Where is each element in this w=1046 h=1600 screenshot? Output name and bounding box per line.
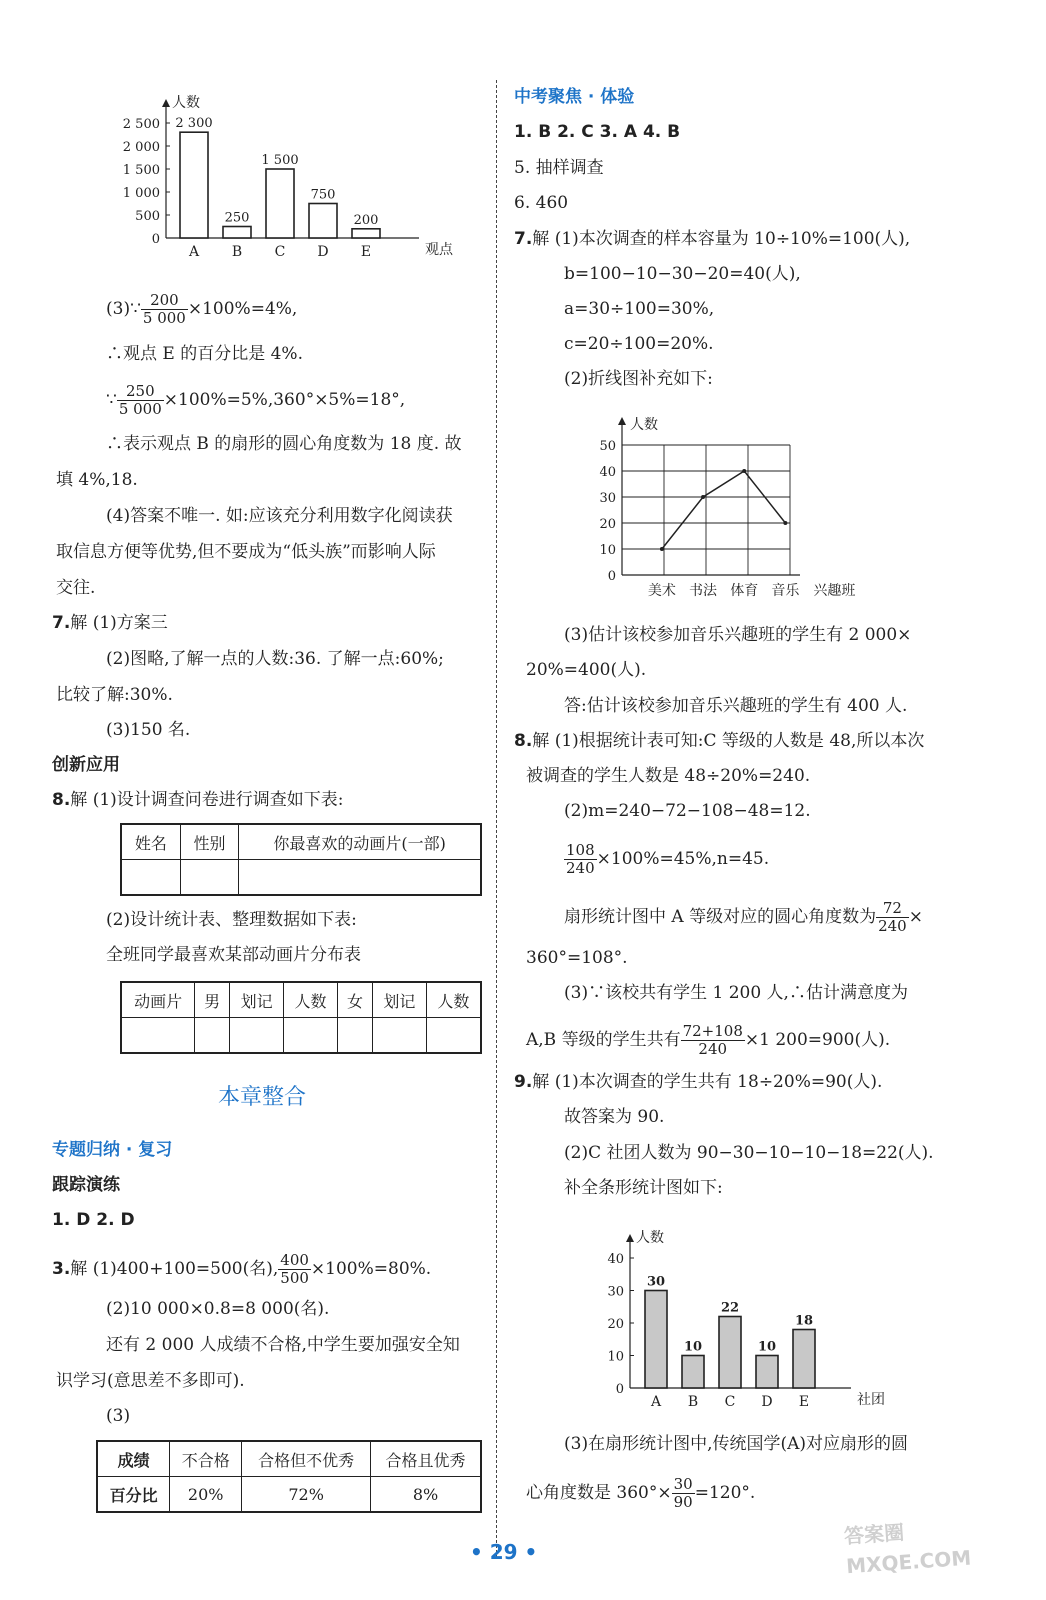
y-tick-label: 10 — [607, 1349, 624, 1365]
text-line: 识学习(意思差不多即可). — [56, 1371, 245, 1391]
bar-value-label: 10 — [683, 1339, 703, 1355]
section-title: 本章整合 — [218, 1085, 307, 1110]
y-tick-label: 0 — [151, 232, 160, 247]
answer-8: 8.解 (1)设计调查问卷进行调查如下表: — [52, 790, 344, 810]
text-line: (3) — [106, 1406, 131, 1426]
page-number: • 29 • — [470, 1540, 538, 1564]
answer-7: 7.解 (1)方案三 — [52, 613, 168, 633]
x-tick-label: C — [724, 1394, 736, 1410]
answer-8: 8.解 (1)根据统计表可知:C 等级的人数是 48,所以本次 — [514, 731, 925, 751]
y-tick-label: 10 — [599, 543, 616, 558]
x-tick-label: B — [231, 244, 243, 260]
text-line: 被调查的学生人数是 48÷20%=240. — [526, 766, 811, 786]
bar-value-label: 1 500 — [261, 153, 299, 168]
text-line: 20%=400(人). — [526, 660, 647, 680]
text-line: (2)折线图补充如下: — [564, 369, 713, 389]
answers-1-4: 1. B 2. C 3. A 4. B — [514, 122, 681, 142]
table-header: 男 — [195, 982, 230, 1018]
text-line: (2)10 000×0.8=8 000(名). — [106, 1299, 330, 1319]
text-line: (3)∵该校共有学生 1 200 人,∴估计满意度为 — [564, 983, 908, 1003]
text-line: 答:估计该校参加音乐兴趣班的学生有 400 人. — [564, 696, 908, 716]
series-line — [662, 471, 785, 549]
text-line: 比较了解:30%. — [56, 685, 173, 705]
eq-angle-club-a: 心角度数是 360°× $\frac{30}{90}$ =120°. — [526, 1475, 756, 1511]
y-tick-label: 50 — [599, 439, 616, 454]
y-tick-label: 2 500 — [122, 117, 160, 132]
y-axis-label: 人数 — [172, 95, 200, 111]
y-tick-label: 30 — [599, 491, 616, 506]
data-point — [783, 521, 787, 525]
table-header: 动画片 — [121, 982, 195, 1018]
y-tick-label: 40 — [607, 1252, 624, 1267]
y-tick-label: 1 000 — [122, 186, 160, 201]
answer-5: 5. 抽样调查 — [514, 158, 604, 178]
table-row — [121, 860, 481, 896]
text-line: ∴观点 E 的百分比是 4%. — [106, 344, 303, 364]
bar-value-label: 250 — [224, 210, 250, 226]
bar — [266, 169, 294, 238]
bar-value-label: 10 — [757, 1339, 777, 1355]
y-tick-label: 20 — [607, 1317, 624, 1332]
heading-practice: 跟踪演练 — [52, 1175, 120, 1195]
eq-angle-a: 扇形统计图中 A 等级对应的圆心角度数为 $\frac{72}{240}$ × — [564, 899, 923, 935]
y-tick-label: 30 — [607, 1284, 624, 1300]
text-line: 交往. — [56, 578, 96, 598]
y-axis-arrow — [618, 417, 626, 425]
x-axis-label: 观点 — [425, 242, 453, 258]
subsection-exam: 中考聚焦 · 体验 — [514, 87, 635, 107]
x-tick-label: D — [761, 1394, 773, 1410]
x-axis-label: 兴趣班 — [813, 583, 856, 599]
table-header: 划记 — [230, 982, 284, 1018]
table-header: 合格但不优秀 — [242, 1441, 371, 1477]
y-tick-label: 1 500 — [122, 163, 160, 178]
table-header: 女 — [338, 982, 373, 1018]
table-row — [97, 1441, 481, 1477]
bar-value-label: 30 — [646, 1274, 666, 1290]
eq-percent-b: $\frac{108}{240}$ ×100%=45%,n=45. — [566, 841, 770, 877]
watermark-logo: 答案圈 MXQE.COM — [843, 1520, 972, 1579]
y-tick-label: 40 — [599, 465, 616, 480]
table-row — [121, 982, 481, 1018]
x-tick-label: 音乐 — [771, 583, 800, 599]
bar — [352, 229, 380, 238]
y-axis-label: 人数 — [630, 417, 658, 433]
text-line: b=100−10−30−20=40(人), — [564, 264, 801, 284]
table-header: 划记 — [372, 982, 426, 1018]
data-point — [742, 469, 746, 473]
y-tick-label: 20 — [599, 517, 616, 532]
heading-innovation: 创新应用 — [52, 755, 120, 775]
data-point — [701, 495, 705, 499]
y-axis-arrow — [162, 99, 170, 107]
x-axis-label: 社团 — [857, 1392, 885, 1408]
table-header: 性别 — [180, 824, 239, 860]
table-header: 人数 — [426, 982, 481, 1018]
table-row — [121, 1018, 481, 1054]
text-line: 填 4%,18. — [56, 470, 138, 490]
table-header: 合格且优秀 — [371, 1441, 481, 1477]
text-line: 还有 2 000 人成绩不合格,中学生要加强安全知 — [106, 1335, 460, 1355]
bar-value-label: 2 300 — [175, 116, 213, 132]
y-tick-label: 0 — [615, 1382, 624, 1397]
text-line: (2)C 社团人数为 90−30−10−10−18=22(人). — [564, 1143, 934, 1163]
bar — [645, 1291, 667, 1389]
chart-club-bars — [590, 1218, 930, 1418]
text-line: a=30÷100=30%, — [564, 299, 715, 319]
text-line: (3)估计该校参加音乐兴趣班的学生有 2 000× — [564, 625, 912, 645]
chart-viewpoint-bars — [116, 88, 496, 268]
y-tick-label: 500 — [135, 209, 160, 224]
table-cell: 20% — [170, 1477, 242, 1513]
eq-angle-b: ∵ $\frac{250}{5 000}$ ×100%=5%,360°×5%=18°, — [106, 382, 406, 418]
y-axis-arrow — [626, 1234, 634, 1242]
x-tick-label: 体育 — [730, 583, 759, 599]
bar — [793, 1330, 815, 1389]
y-tick-label: 2 000 — [122, 140, 160, 155]
x-tick-label: E — [798, 1394, 810, 1410]
table-row — [97, 1477, 481, 1513]
x-tick-label: B — [687, 1394, 699, 1410]
bar-value-label: 200 — [353, 212, 379, 228]
bar — [180, 132, 208, 238]
x-tick-label: A — [188, 244, 200, 260]
answer-9: 9.解 (1)本次调查的学生共有 18÷20%=90(人). — [514, 1072, 883, 1092]
bar — [756, 1356, 778, 1389]
eq-satisfaction: A,B 等级的学生共有 $\frac{72+108}{240}$ ×1 200=900(人). — [526, 1022, 891, 1058]
bar-value-label: 750 — [310, 187, 336, 203]
answer-7: 7.解 (1)本次调查的样本容量为 10÷10%=100(人), — [514, 229, 911, 249]
text-line: (2)图略,了解一点的人数:36. 了解一点:60%; — [106, 649, 444, 669]
table-cell: 72% — [242, 1477, 371, 1513]
text-line: (3)在扇形统计图中,传统国学(A)对应扇形的圆 — [564, 1434, 909, 1454]
x-tick-label: A — [650, 1394, 662, 1410]
table-header: 成绩 — [97, 1441, 170, 1477]
table-cell: 8% — [371, 1477, 481, 1513]
column-divider — [496, 80, 497, 1558]
bar — [223, 227, 251, 239]
subsection-review: 专题归纳 · 复习 — [52, 1140, 173, 1160]
chart-interest-line — [590, 405, 950, 605]
bar — [719, 1317, 741, 1389]
bar — [682, 1356, 704, 1389]
text-line: 补全条形统计图如下: — [564, 1178, 723, 1198]
answer-6: 6. 460 — [514, 193, 569, 213]
y-axis-label: 人数 — [636, 1230, 664, 1246]
questionnaire-table — [120, 823, 482, 896]
x-tick-label: 书法 — [689, 583, 718, 599]
text-line: (2)m=240−72−108−48=12. — [564, 801, 811, 821]
bar-value-label: 18 — [794, 1313, 814, 1329]
table-header: 你最喜欢的动画片(一部) — [239, 824, 481, 860]
text-line: (3)150 名. — [106, 720, 191, 740]
text-line: 取信息方便等优势,但不要成为“低头族”而影响人际 — [56, 542, 436, 562]
table-header: 姓名 — [121, 824, 180, 860]
table-caption: 全班同学最喜欢某部动画片分布表 — [106, 945, 361, 965]
x-tick-label: C — [274, 244, 286, 260]
table-header: 人数 — [284, 982, 338, 1018]
x-tick-label: E — [360, 244, 372, 260]
text-line: c=20÷100=20%. — [564, 334, 714, 354]
eq-percent-e: (3)∵ $\frac{200}{5 000}$ ×100%=4%, — [106, 291, 298, 327]
x-tick-label: 美术 — [647, 583, 676, 599]
y-tick-label: 0 — [607, 569, 616, 584]
text-line: 360°=108°. — [526, 948, 628, 968]
score-percent-table — [96, 1440, 482, 1513]
answer-3: 3.解 (1)400+100=500(名), $\frac{400}{500}$ ×100%=80%. — [52, 1251, 432, 1287]
table-cell: 百分比 — [97, 1477, 170, 1513]
x-tick-label: D — [317, 244, 329, 260]
text-line: (4)答案不唯一. 如:应该充分利用数字化阅读获 — [106, 506, 453, 526]
table-row — [121, 824, 481, 860]
answers-1-2: 1. D 2. D — [52, 1210, 135, 1230]
text-line: (2)设计统计表、整理数据如下表: — [106, 910, 357, 930]
data-point — [660, 547, 664, 551]
text-line: 故答案为 90. — [564, 1107, 665, 1127]
table-header: 不合格 — [170, 1441, 242, 1477]
bar — [309, 204, 337, 239]
bar-value-label: 22 — [720, 1300, 740, 1316]
distribution-table — [120, 981, 482, 1054]
text-line: ∴表示观点 B 的扇形的圆心角度数为 18 度. 故 — [106, 434, 462, 454]
